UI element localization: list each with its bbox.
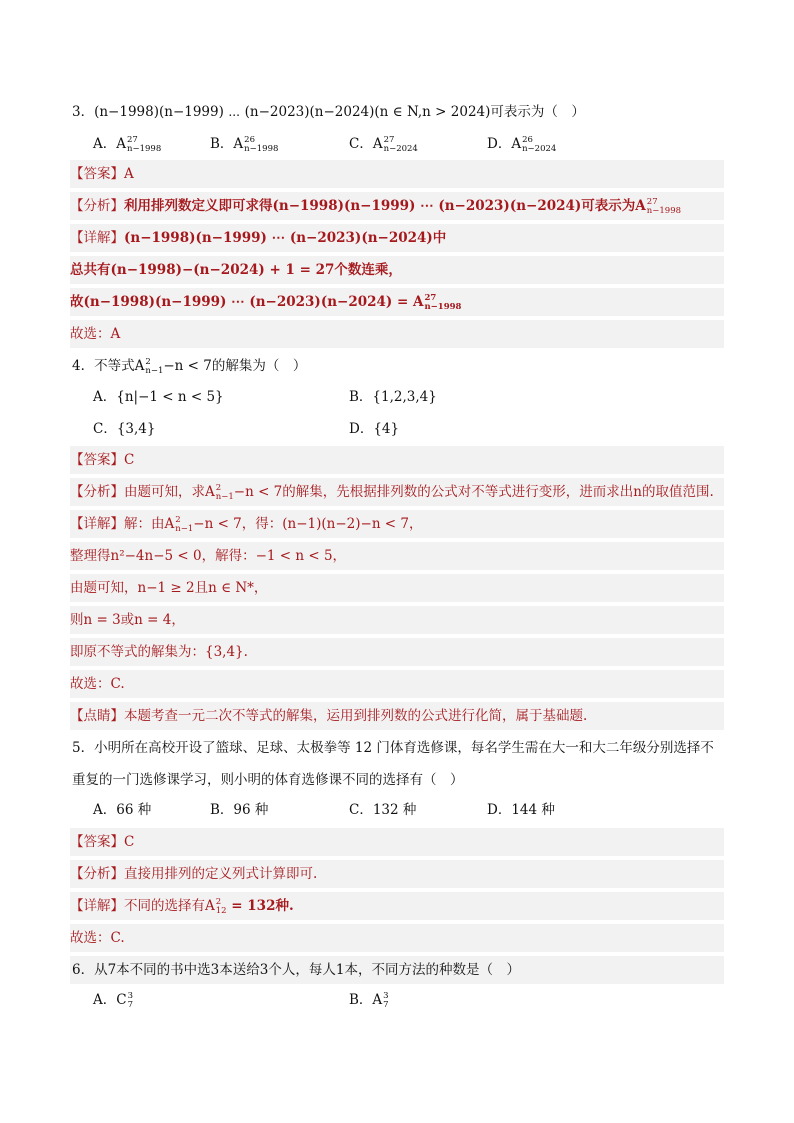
q3-detail-2: 总共有(n−1998)−(n−2024) + 1 = 27个数连乘， xyxy=(70,256,724,284)
q4-stem: 4．不等式A 2 n−1 −n < 7的解集为（ ） xyxy=(72,356,307,376)
q4-comment: 【点睛】本题考查一元二次不等式的解集，运用到排列数的公式进行化简，属于基础题. xyxy=(70,702,724,730)
q3-option-b: B．A 26 n−1998 xyxy=(210,134,279,154)
q5-option-c: C．132 种 xyxy=(349,802,417,818)
q4-detail-1: 【详解】解：由A 2 n−1 −n < 7，得：(n−1)(n−2)−n < 7， xyxy=(70,510,724,538)
q4-option-a: A．{n|−1 < n < 5} xyxy=(93,389,224,405)
q4-detail-2: 整理得n²−4n−5 < 0，解得：−1 < n < 5， xyxy=(70,542,724,570)
q5-stem-line-2: 重复的一门选修课学习，则小明的体育选修课不同的选择有（ ） xyxy=(72,772,464,788)
q4-option-b: B．{1,2,3,4} xyxy=(349,389,437,405)
q3-answer: 【答案】A xyxy=(70,160,724,188)
q4-answer: 【答案】C xyxy=(70,446,724,474)
q6-stem: 6．从7本不同的书中选3本送给3个人，每人1本，不同方法的种数是（ ） xyxy=(70,956,724,984)
q4-detail-3: 由题可知，n−1 ≥ 2且n ∈ N*， xyxy=(70,574,724,602)
q4-analysis: 【分析】由题可知，求A 2 n−1 −n < 7的解集，先根据排列数的公式对不等式进行变形，进而求出n的取值范围. xyxy=(70,478,724,506)
q4-detail-4: 则n = 3或n = 4， xyxy=(70,606,724,634)
q5-stem-line-1: 5．小明所在高校开设了篮球、足球、太极拳等 12 门体育选修课，每名学生需在大一和大二年级分别选择不 xyxy=(72,740,714,756)
q3-option-c: C．A 27 n−2024 xyxy=(349,134,418,154)
q4-option-d: D．{4} xyxy=(349,421,400,437)
q3-stem: 3．(n−1998)(n−1999) ⋯ (n−2023)(n−2024)(n ∈ N,n > 2024)可表示为（ ） xyxy=(72,104,585,120)
q4-choice: 故选：C. xyxy=(70,670,724,698)
q4-option-c: C．{3,4} xyxy=(93,421,156,437)
q5-detail: 【详解】不同的选择有A 2 12 = 132种. xyxy=(70,892,724,920)
q5-analysis: 【分析】直接用排列的定义列式计算即可. xyxy=(70,860,724,888)
q5-option-a: A．66 种 xyxy=(93,802,152,818)
q4-detail-5: 即原不等式的解集为：{3,4}. xyxy=(70,638,724,666)
q3-detail-3: 故(n−1998)(n−1999) ⋯ (n−2023)(n−2024) = A 27 n−1998 xyxy=(70,288,724,316)
q5-answer: 【答案】C xyxy=(70,828,724,856)
q6-option-a: A．C 3 7 xyxy=(93,990,134,1010)
q3-option-a: A．A 27 n−1998 xyxy=(93,134,162,154)
q5-choice: 故选：C. xyxy=(70,924,724,952)
q3-choice: 故选：A xyxy=(70,320,724,348)
q6-option-b: B．A 3 7 xyxy=(349,990,389,1010)
q3-analysis: 【分析】利用排列数定义即可求得(n−1998)(n−1999) ⋯ (n−2023)(n−2024)可表示为A 27 n−1998 xyxy=(70,192,724,220)
q3-option-d: D．A 26 n−2024 xyxy=(487,134,557,154)
q5-option-d: D．144 种 xyxy=(487,802,555,818)
q3-detail-1: 【详解】(n−1998)(n−1999) ⋯ (n−2023)(n−2024)中 xyxy=(70,224,724,252)
q5-option-b: B．96 种 xyxy=(210,802,269,818)
